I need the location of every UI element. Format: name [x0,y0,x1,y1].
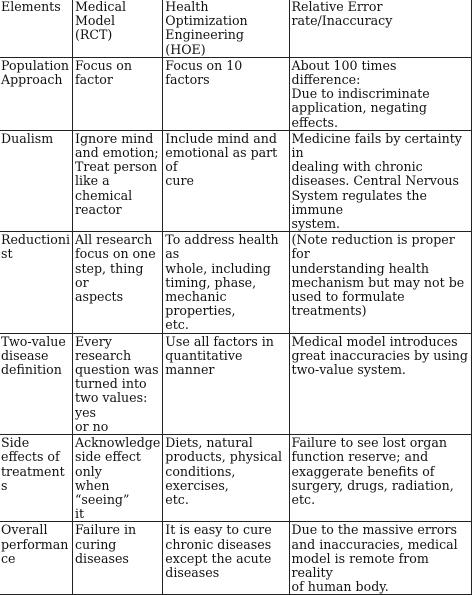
hoe-cell: It is easy to cure chronic diseases except the acute diseases [163,522,289,595]
header-hoe: Health Optimization Engineering (HOE) [163,0,289,57]
header-elements: Elements [0,0,72,57]
element-cell: Reductioni st [0,232,72,333]
error-cell: Medical model introduces great inaccuracies by using two-value system. [289,333,471,434]
error-cell: Due to the massive errors and inaccuracies, medical model is remote from reality of human body. [289,522,471,595]
table-row [0,435,472,522]
rct-cell: Failure in curing diseases [72,522,162,595]
rct-cell: Every research question was turned into two values: yes or no [72,333,162,434]
table-row [0,130,472,231]
table-row [0,333,472,434]
header-medical-model: Medical Model (RCT) [72,0,162,57]
rct-cell: Focus on factor [72,57,162,130]
error-cell: (Note reduction is proper for understanding health mechanism but may not be used to formulate treatments) [289,232,471,333]
rct-cell: Ignore mind and emotion; Treat person like a chemical reactor [72,130,162,231]
rct-cell: Acknowledge side effect only when “seeing” it [72,435,162,522]
header-error-rate: Relative Error rate/Inaccuracy [289,0,471,57]
hoe-cell: To address health as whole, including timing, phase, mechanic properties, etc. [163,232,289,333]
error-cell: About 100 times difference: Due to indiscriminate application, negating effects. [289,57,471,130]
error-cell: Medicine fails by certainty in dealing with chronic diseases. Central Nervous System regulates the immune system. [289,130,471,231]
table-row [0,232,472,333]
element-cell: Dualism [0,130,72,231]
hoe-cell: Focus on 10 factors [163,57,289,130]
hoe-cell: Include mind and emotional as part of cure [163,130,289,231]
hoe-cell: Use all factors in quantitative manner [163,333,289,434]
table-row [0,57,472,130]
hoe-cell: Diets, natural products, physical conditions, exercises, etc. [163,435,289,522]
header-row [0,0,472,57]
element-cell: Two-value disease definition [0,333,72,434]
element-cell: Population Approach [0,57,72,130]
element-cell: Overall performan ce [0,522,72,595]
error-cell: Failure to see lost organ function reserve; and exaggerate benefits of surgery, drugs, radiation, etc. [289,435,471,522]
rct-cell: All research focus on one step, thing or aspects [72,232,162,333]
element-cell: Side effects of treatment s [0,435,72,522]
table-row [0,522,472,595]
